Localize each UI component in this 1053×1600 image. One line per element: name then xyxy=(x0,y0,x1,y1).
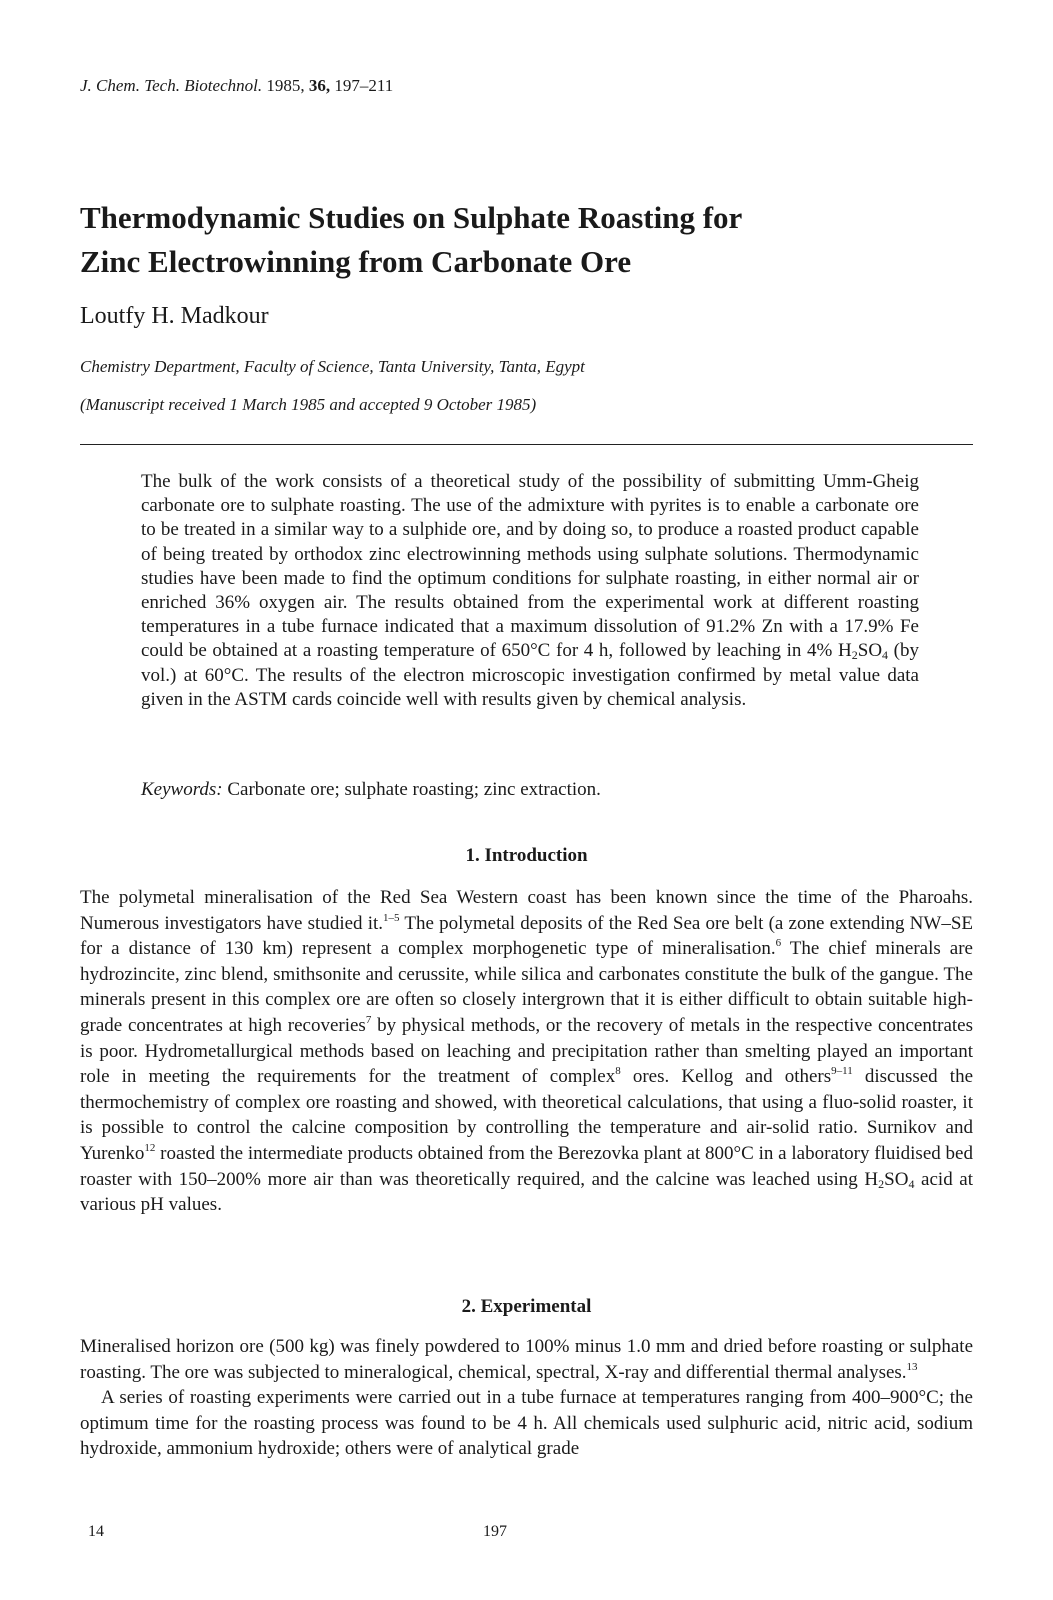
journal-volume: 36, xyxy=(308,76,331,95)
body-text: Mineralised horizon ore (500 kg) was finely powdered to 100% minus 1.0 mm and dried before roasting or sulphate roasting. The ore was subjected to mineralogical, chemical, spectral, X-ray and differential thermal analyses. xyxy=(80,1336,973,1383)
keywords xyxy=(141,779,601,801)
body-text: acid at various pH values. xyxy=(80,1168,974,1216)
abstract-text: The bulk of the work consists of a theoretical study of the possibility of submitting Umm-Gheig carbonate ore to sulphate roasting. The use of the admixture with pyrites is to enable a carbonate ore to be treated in a similar way to a sulphide ore, and by doing so, to produce a roasted product capable of being treated by orthodox zinc electrowinning methods using sulphate solutions. Thermodynamic studies have been made to find the optimum conditions for sulphate roasting, in either normal air or enriched 36% oxygen air. The results obtained from the experimental work at different roasting temperatures in a tube furnace indicated that a maximum dissolution of 91.2% Zn with a 17.9% Fe could be obtained at a roasting temperature of 650°C for 4 h, followed by leaching in 4% H xyxy=(141,471,919,662)
body-text: The chief minerals are hydrozincite, zinc blend, smithsonite and cerussite, while silica and carbonates constitute the bulk of the gangue. The minerals present in this complex ore are often so closely intergrown that it is either difficult to obtain suitable high-grade concentrates at high recoveries xyxy=(80,938,973,1036)
experimental-section xyxy=(80,1334,973,1462)
formula-subscript: 2 xyxy=(878,1176,885,1191)
journal-citation xyxy=(80,76,393,96)
citation-ref: 7 xyxy=(365,1013,372,1026)
abstract-text: SO xyxy=(857,640,883,662)
section-heading-introduction: 1. Introduction xyxy=(465,845,588,866)
body-text: The polymetal deposits of the Red Sea ore belt (a zone extending NW–SE for a distance of 130 km) represent a complex morphogenetic type of mineralisation. xyxy=(80,912,973,960)
citation-ref: 13 xyxy=(906,1360,918,1373)
author-name: Loutfy H. Madkour xyxy=(80,303,269,329)
paper-title xyxy=(80,196,980,284)
keywords-text: Carbonate ore; sulphate roasting; zinc extraction. xyxy=(222,779,601,800)
author-affiliation: Chemistry Department, Faculty of Science, Tanta University, Tanta, Egypt xyxy=(80,357,585,376)
formula-subscript: 4 xyxy=(908,1176,915,1191)
body-text: roasted the intermediate products obtained from the Berezovka plant at 800°C in a laboratory fluidised bed roaster with 150–200% more air than was theoretically required, and the calcine was leached using H xyxy=(80,1142,973,1190)
abstract-subscript: 4 xyxy=(882,648,889,663)
journal-year: 1985, xyxy=(266,76,305,95)
journal-name: J. Chem. Tech. Biotechnol. xyxy=(80,76,263,95)
journal-pages: 197–211 xyxy=(334,76,394,95)
abstract xyxy=(141,470,919,712)
body-text: SO xyxy=(884,1168,909,1190)
body-text: ores. Kellog and others xyxy=(620,1066,832,1088)
footer-signature-mark: 14 xyxy=(88,1523,104,1540)
introduction-paragraph xyxy=(80,885,973,1218)
citation-ref: 6 xyxy=(775,937,782,950)
keywords-label: Keywords: xyxy=(141,779,223,800)
manuscript-dates: (Manuscript received 1 March 1985 and accepted 9 October 1985) xyxy=(80,395,537,414)
body-text: The polymetal mineralisation of the Red Sea Western coast has been known since the time of the Pharoahs. Numerous investigators have studied it. xyxy=(80,887,973,934)
experimental-paragraph-1 xyxy=(80,1334,973,1385)
header-divider xyxy=(80,444,973,445)
abstract-subscript: 2 xyxy=(851,648,858,663)
citation-ref: 8 xyxy=(615,1065,621,1078)
section-heading-experimental: 2. Experimental xyxy=(461,1296,592,1317)
body-text: by physical methods, or the recovery of metals in the respective concentrates is poor. Hydrometallurgical methods based on leaching and precipitation rather than smelting played an important role in meeting the requirements for the treatment of complex xyxy=(80,1014,973,1088)
citation-ref: 12 xyxy=(144,1141,156,1154)
citation-ref: 1–5 xyxy=(383,911,400,924)
title-line-1: Thermodynamic Studies on Sulphate Roasting for xyxy=(80,200,743,235)
title-line-2: Zinc Electrowinning from Carbonate Ore xyxy=(80,244,632,279)
abstract-text: (by vol.) at 60°C. The results of the electron microscopic investigation confirmed by metal value data given in the ASTM cards coincide well with results given by chemical analysis. xyxy=(141,640,920,710)
citation-ref: 9–11 xyxy=(831,1065,853,1078)
body-text: discussed the thermochemistry of complex ore roasting and showed, with theoretical calculations, that using a fluo-solid roaster, it is possible to control the calcine composition by controlling the temperature and air-solid ratio. Surnikov and Yurenko xyxy=(80,1066,974,1164)
experimental-paragraph-2: A series of roasting experiments were carried out in a tube furnace at temperatures ranging from 400–900°C; the optimum time for the roasting process was found to be 4 h. All chemicals used sulphuric acid, nitric acid, sodium hydroxide, ammonium hydroxide; others were of analytical grade xyxy=(80,1387,973,1460)
page-number: 197 xyxy=(483,1523,507,1540)
